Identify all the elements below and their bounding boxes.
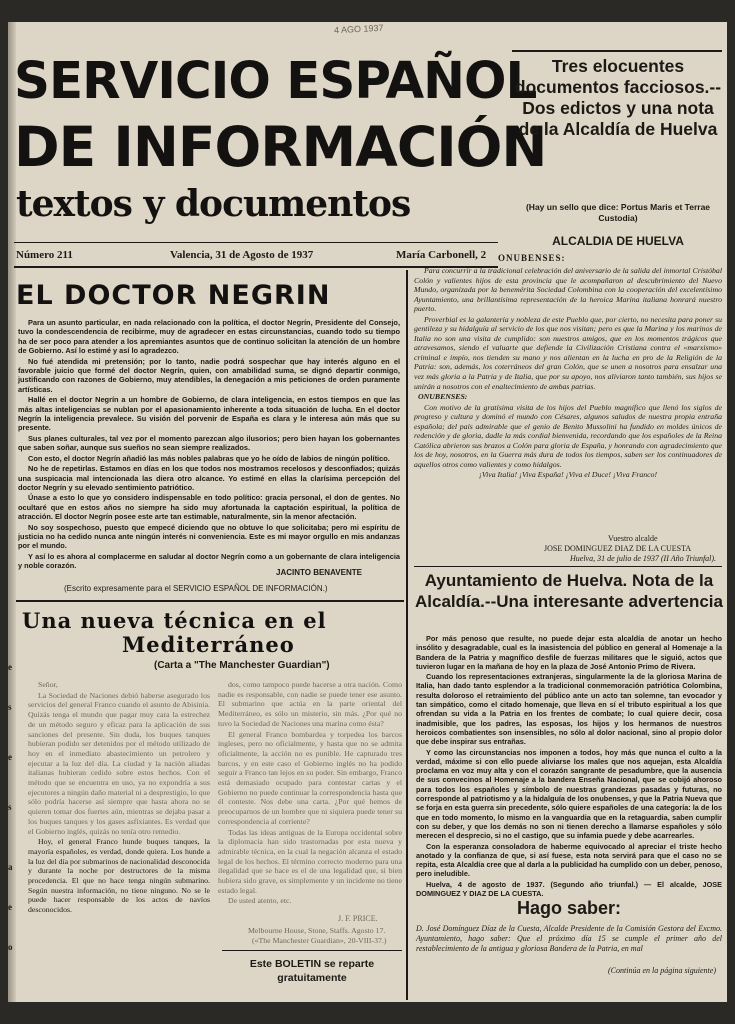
margin-letter: o — [8, 942, 13, 952]
column-divider — [406, 270, 408, 1000]
hago-saber-continued: (Continúa en la página siguiente) — [608, 966, 716, 975]
tecnica-paragraph: dos, como tampoco puede hacerse a otra nación. Como nadie es responsable, con nadie se puede tener ese asunto. El submarino que actúa en la parte oriental del Mediterráneo, es sólo un misterio, sin más. ¿Por qué no tuvo la Sociedad de Naciones una marina como ésta? — [218, 680, 402, 728]
right-top-rule — [512, 50, 722, 52]
seal-note: (Hay un sello que dice: Portus Maris et Terrae Custodia) — [525, 202, 711, 223]
tecnica-column-1 — [28, 680, 210, 996]
ayuntamiento-paragraph: Y como las circunstancias nos imponen a todos, hoy más que nunca el culto a la verdad, máxime si con ello puede aliviarse los males que nos aquejan, esta Alcaldía proclama en voz muy alta y con el corazón sangrante de pesadumbre, que la ausencia de sus convecinos al Homenaje a la bandera Enseña Nacional, que se cobijó ahoroso para todos los españoles y símbolo de nuestras grandezas pasadas y futuras, no corresponde al patriotismo y a la hidalguía de los onubenses, y que la Patria Nueva que se forja en esta guerra sin precedente, sólo quiere españoles de una categoría: la de los que en todo momento, lo mismo en la vanguardia que en la retaguardia, saben cumplir con su deber, y que los demás no son ni tienen derecho a llamarse españoles y sólo merecen el desprecio, si no el castigo, que su infamia puede y debe acarrearles. — [416, 747, 722, 841]
margin-letter: s — [8, 802, 12, 812]
margin-letter: e — [8, 902, 12, 912]
tecnica-signature: J. F. PRICE. — [338, 914, 378, 923]
negrin-title: EL DOCTOR NEGRIN — [16, 280, 331, 311]
tecnica-paragraph: La Sociedad de Naciones debió haberse asegurado los servicios del general Franco cuando el asunto de Abisinia. Quizás tenga el mundo que pagar muy cara la estrechez de un método seguro y eficaz para la aplicación de sus sanciones del presente. Sin duda, los buques tanques hubieran podido ser detenidos por el método utilizado de hoy en el inmediato abastecimiento un petrolero y ejecutar a la luz del día. La ciudad y la nación aliadas italianas hubieran cedido sobre estos hechos. Con el método que se encuentra en uso, ya no expondría a sus ejecutores a ningún daño material ni a desprestigio, lo que sólo podría hacerse así siempre que hasta ahora no se quieren tomar dos fuertes aún, mientras se dejaba pasar a los buques tanques y los gases asfixiantes. Es verdad que el Gobierno inglés, quizás no tenía otro remedio. — [28, 690, 210, 836]
negrin-paragraph: Con esto, el doctor Negrín añadió las más nobles palabras que yo he oído de labios de ningún político. — [28, 453, 390, 463]
tecnica-address: Melbourne House, Stone, Staffs. Agosto 17. — [248, 926, 386, 935]
negrin-paragraph: Y así lo es ahora al complacerme en saludar al doctor Negrín como a un gobernante de clara inteligencia y noble corazón. — [18, 551, 400, 571]
dateline-rule-top — [14, 242, 498, 243]
huelva-proclama — [414, 266, 722, 526]
masthead-line-3: textos y documentos — [16, 183, 411, 225]
boletin-line-1: Este BOLETIN se reparte — [249, 958, 375, 970]
ayuntamiento-paragraph: Huelva, 4 de agosto de 1937. (Segundo año triunfal.) — El alcalde, JOSE DOMINGUEZ Y DIAZ DE LA CUESTA. — [416, 879, 722, 899]
tecnica-paragraph: Hoy, el general Franco hunde buques tanques, la mayoría españoles, es verdad, donde quiera. Los hunde a la luz del día por submarinos de nacionalidad desconocida y durante la noche por destructores de la misma procedencia. El que no hace tenga ningún submarino. Según nuestra información, no tiene ninguno. No se le puede hacer responsable de los actos de navíos desconocidos. — [28, 837, 210, 915]
masthead-line-2: DE INFORMACIÓN — [14, 115, 547, 179]
negrin-paragraph: Sus planes culturales, tal vez por el momento parezcan algo ilusorios; pero bien hayan los gobernantes que saben soñar, aunque sus sueños no sean siempre realizados. — [18, 433, 400, 453]
boletin-rule — [222, 950, 402, 951]
alcaldia-heading: ALCALDIA DE HUELVA — [552, 234, 684, 248]
received-stamp: 4 AGO 1937 — [333, 22, 384, 36]
negrin-signature: JACINTO BENAVENTE — [276, 568, 362, 577]
tecnica-source: («The Manchester Guardian», 20-VIII-37.) — [252, 936, 387, 945]
masthead-line-1: SERVICIO ESPAÑOL — [14, 52, 537, 111]
ayuntamiento-paragraph: Con la esperanza consoladora de haberme equivocado al apreciar el triste hecho anotado y la confianza de que, si así fuese, esta nota servirá para que el caso no se repita, esta Alcaldía cree que al darla a la publicidad ha cumplido con un deber, penoso, pero ineludible. — [416, 841, 722, 879]
negrin-paragraph: Para un asunto particular, en nada relacionado con la política, el doctor Negrín, Presidente del Consejo, tuvo la condescendencia de recibirme, muy de agradecer en estas circunstancias, cuando todo su tiempo ha de ser poco para atender a los apremiantes asuntos que de continuo solicitan la atención de un hombre de Gobierno. Así lo estimé y así lo agradezco. — [18, 318, 400, 356]
onubenses-heading: ONUBENSES: — [498, 253, 566, 263]
margin-letter: e — [8, 662, 12, 672]
huelva-paragraph: ¡Viva Italia! ¡Viva España! ¡Viva el Duce! ¡Viva Franco! — [478, 470, 658, 480]
margin-letter: a — [8, 862, 13, 872]
office-address: María Carbonell, 2 — [396, 249, 487, 261]
tecnica-subtitle: (Carta a "The Manchester Guardian") — [154, 660, 330, 671]
huelva-paragraph: ONUBENSES: — [418, 392, 468, 402]
tecnica-paragraph: El general Franco bombardea y torpedea los barcos ingleses, pero no oficialmente, y hasta que no se admita oficialmente, la acción no es punible. He capturado tres barcos, y en este caso el Gobierno inglés no ha podido seguir a Franco tan lejos en su poder. Sin embargo, Franco está demasiado ocupado para contestar cartas y el Gobierno no puede continuar la correspondencia hasta que él conteste. Nos debe una carta. ¿Por qué hemos de preocuparnos de un hombre que ni siquiera puede tener su correspondencia al corriente? — [218, 729, 402, 826]
negrin-paragraph: Únase a esto lo que yo considero indispensable en todo político: gracia personal, el don de gentes. No ocultaré que en estos años no siempre ha sido muy afortunada la captación espiritual, la política de atracción. El doctor Negrín posee este arte tan estimable, naturalmente, sin la menor afectación. — [18, 493, 400, 522]
huelva-paragraph: Para concurrir a la tradicional celebración del aniversario de la salida del inmortal Cristóbal Colón y valientes hijos de esta provincia que le acompañaron al descubrimiento del Nuevo Mundo, organizada por la benemérita Sociedad Colombina con la cooperación del excelentísimo Ayuntamiento, una brillantísima representación de la heroica Marina italiana honrará nuestro puerto. — [414, 266, 722, 314]
huelva-paragraph: Con motivo de la gratísima visita de los hijos del Pueblo magnífico que llenó los siglos de progreso y cultura y dominó el mundo con Césares, algunos saludos de nuestra propia entraña española; del país admirable que el genio de Benito Mussolini ha fundido en moldes únicos de redención y de gloria, dadle la más cordial bienvenida, recordando que los españoles de la Reina Católica abrieron sus brazos a Colón para gloria de España, y honrando con agradecimiento que los de hoy, nosotros, en la Guerra más dura de todos los tiempos, saben ser los continuadores de aquellos otros como valientes y como hidalgos. — [414, 402, 722, 469]
negrin-footnote: (Escrito expresamente para el SERVICIO ESPAÑOL DE INFORMACIÓN.) — [64, 584, 328, 593]
negrin-paragraph: No he de repetirlas. Estamos en días en los que todos nos mostramos recelosos y desconfiados; quizás una suspicacia mal intencionada las diera otro alcance. Yo estimé en ellas la clarísima percepción del doctor Negrín y su elevado sentimiento patriótico. — [18, 464, 400, 492]
huelva-signer: JOSE DOMINGUEZ DIAZ DE LA CUESTA — [544, 544, 692, 553]
right-headline: Tres elocuentes documentos facciosos.--Dos edictos y una nota de la Alcaldía de Huelva — [514, 56, 722, 139]
ayuntamiento-title: Ayuntamiento de Huelva. Nota de la Alcaldía.--Una interesante advertencia — [414, 571, 723, 611]
negrin-body — [18, 318, 400, 571]
tecnica-title-line-2: Mediterráneo — [122, 632, 295, 657]
negrin-paragraph: No fué atendida mi pretensión; por lo tanto, nadie podrá sospechar que hay interés alguno en el favorable juicio que formé del doctor Negrín, quien, con amabilidad suma, se dignó departir conmigo, justificando con razones de Gobierno, muy atendibles, la denegación a mis peticiones de orden puramente artísticas. — [18, 356, 400, 394]
negrin-paragraph: Hallé en el doctor Negrín a un hombre de Gobierno, de clara inteligencia, en estos tiempos en que las más altas inteligencias se nublan por el apasionamiento inherente a toda situación de lucha. En el doctor Negrín la inteligencia prevalece. Su visión del porvenir de España es clara y le interesa aún más que su presente. — [18, 395, 400, 433]
tecnica-paragraph: Señor, — [38, 680, 58, 689]
huelva-closing: Vuestro alcalde — [608, 534, 658, 543]
margin-letter: e — [8, 752, 12, 762]
hago-saber-text: D. José Domínguez Díaz de la Cuesta, Alcalde Presidente de la Comisión Gestora del Excmo. Ayuntamiento, hago saber: Que el próximo día 15 se cumple el primer año del restablecimiento de la antigua y gloriosa Bandera de la Patria, en mal — [416, 924, 722, 953]
newspaper-page — [8, 22, 727, 1002]
ayuntamiento-paragraph: Cuando los representaciones extranjeras, singularmente la de la gloriosa Marina de Italia, han dado tanto esplendor a la tradicional conmemoración patriótica Colombina, resulta doloroso el retraimiento del público ante un acto tan solemne, tan evocador y tan simpático, como el citado homenaje, que lleva en sí el tributo espiritual a los que ofrendan su vida a la Patria en los frentes de combate; lo cual quiere decir, cosa inadmisible, que los padres, las esposas, los hijos y los hermanos de nuestros heroicos combatientes son insensibles, no sólo al dolor nacional, sino al propio dolor que debe inspirar sus entrañas. — [416, 672, 722, 747]
right-section-rule — [414, 566, 722, 567]
tecnica-column-2 — [218, 680, 402, 912]
hago-saber-title: Hago saber: — [516, 898, 622, 918]
section-rule — [16, 600, 404, 602]
huelva-paragraph: Proverbial es la galantería y nobleza de este Pueblo que, por cierto, no necesita para poner su gentileza y su hidalguía al servicio de los que nos visitan; pero es que la Marina y los marinos de Italia no son una visita de cumplido: son nuestros amigos, que en los momentos trágicos que atravesamos, siendo el valuarte que defiende la Civilización Cristiana contra el «marxismo» criminal e impío, nos tienden su mano y nos alientan en la lucha en pro de la Religión de la Patria: son, además, los coterráneos del gran Colón, que se unen a nosotros para ensalzar una vez más gloria a la Patria y de Italia, que por su apoyo, nos aliviaron tanto también, sus hijos se unirán a nosotros con el enaltecimiento de ambas patrias. — [414, 314, 722, 391]
margin-letter: s — [8, 702, 12, 712]
issue-number: Número 211 — [16, 249, 73, 261]
huelva-date: Huelva, 31 de julio de 1937 (II Año Triunfal). — [570, 554, 717, 563]
negrin-paragraph: No soy sospechoso, puesto que empecé diciendo que no obtuve lo que solicitaba; pero mi espíritu de justicia no ha cedido nunca ante ningún interés ni conveniencia. Este es mi mayor orgullo en mis andanzas por el mundo. — [18, 522, 400, 551]
issue-date: Valencia, 31 de Agosto de 1937 — [170, 249, 314, 261]
tecnica-paragraph: Todas las ideas antiguas de la Europa occidental sobre la diplomacia han sido trastornadas por esta nueva y admirable técnica, en la cual la negación alcanza el estado legal de los hechos. El término correcto moderno para una ilegalidad que se hace es el de una legalidad que, si bien hubiera sido grave, es simplemente y un incidente no tiene estado legal. — [218, 827, 402, 895]
boletin-line-2: gratuitamente — [277, 972, 347, 984]
ayuntamiento-paragraph: Por más penoso que resulte, no puede dejar esta alcaldía de anotar un hecho insólito y desagradable, cual es la inasistencia del público en general al Homenaje a la Bandera de la Patria y magnífico desfile de fuerzas militares que le siguió, actos que tuvieron lugar en la mañana de hoy en la plaza de José Antonio Primo de Rivera. — [416, 634, 722, 671]
tecnica-title-line-1: Una nueva técnica en el — [22, 608, 327, 633]
ayuntamiento-body — [416, 634, 722, 898]
tecnica-paragraph: De usted atento, etc. — [228, 896, 292, 906]
